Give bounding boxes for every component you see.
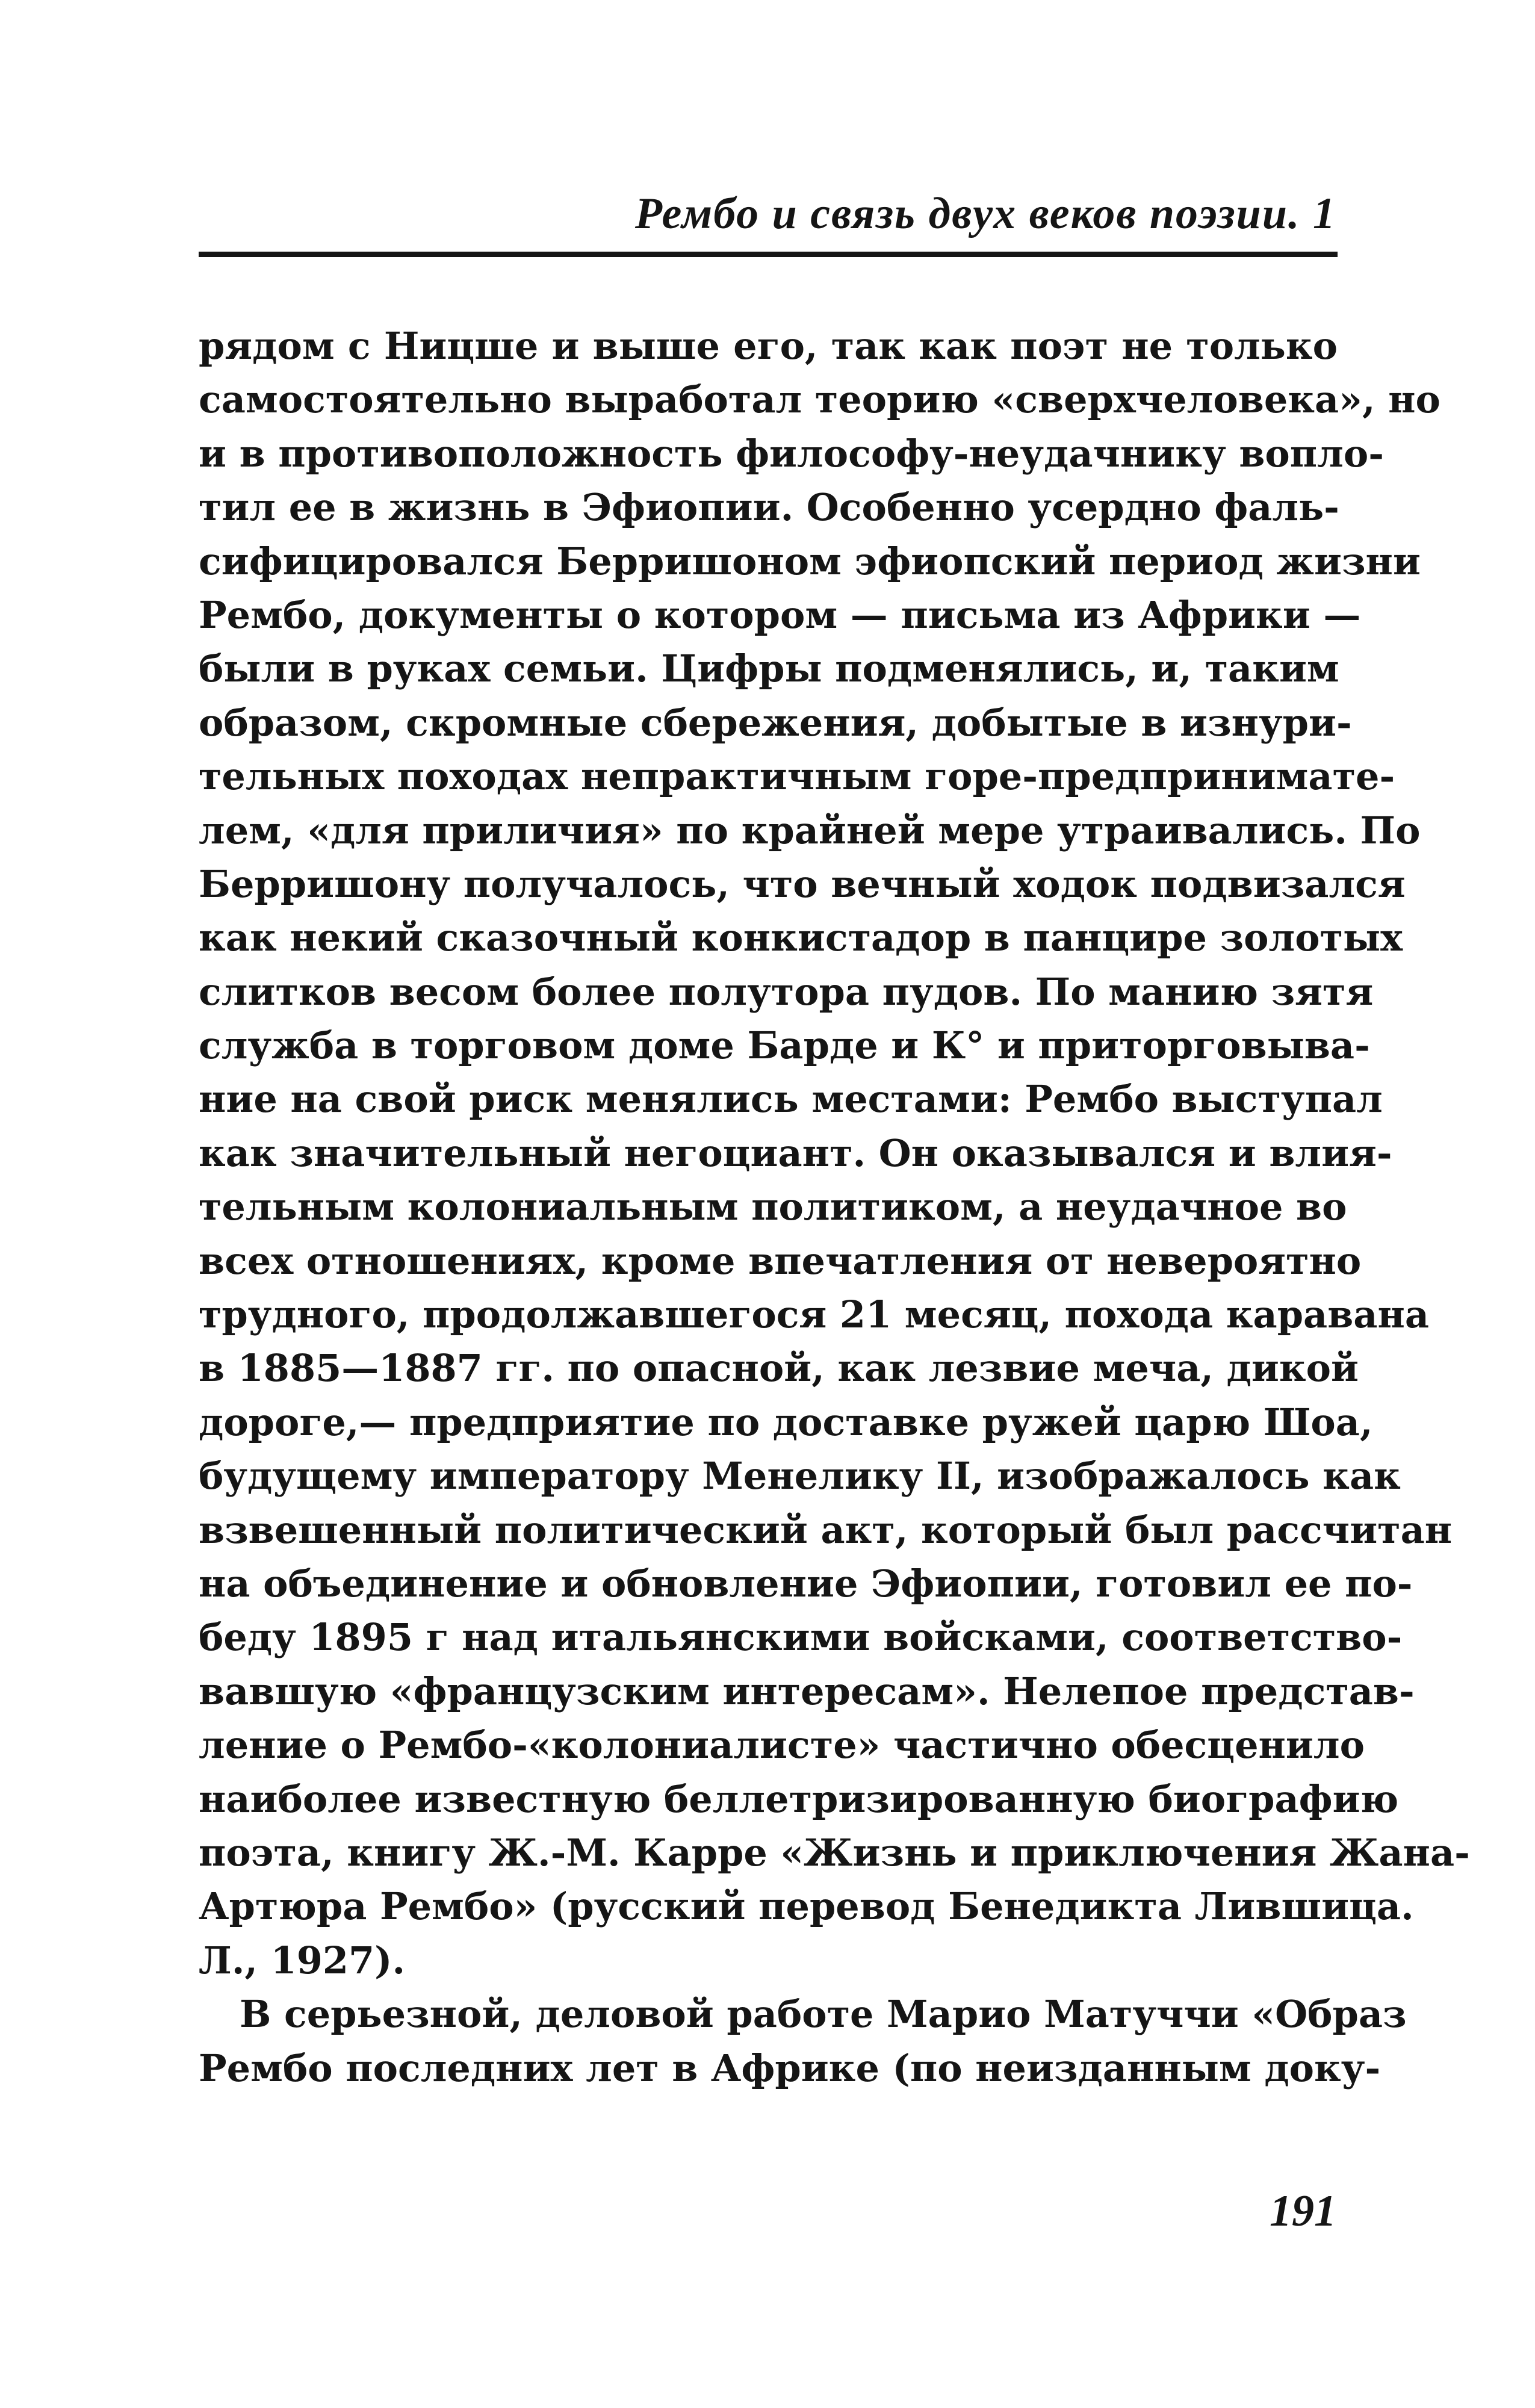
header-rule <box>199 252 1338 257</box>
text-line: Берришону получалось, что вечный ходок подвизался <box>199 861 1406 906</box>
text-line: дороге,— предприятие по доставке ружей царю Шоа, <box>199 1400 1373 1444</box>
text-line: будущему императору Менелику II, изображалось как <box>199 1454 1401 1498</box>
text-line: образом, скромные сбережения, добытые в изнури- <box>199 700 1352 745</box>
text-line: беду 1895 г над итальянскими войсками, соответство- <box>199 1615 1403 1660</box>
text-line: слитков весом более полутора пудов. По манию зятя <box>199 969 1374 1014</box>
text-line: наиболее известную беллетризированную биографию <box>199 1777 1399 1821</box>
text-line: В серьезной, деловой работе Марио Матуччи «Образ <box>240 1992 1407 2037</box>
running-head: Рембо и связь двух веков поэзии. 1 <box>634 189 1336 238</box>
text-line: рядом с Ницше и выше его, так как поэт не только <box>199 324 1338 368</box>
text-line: были в руках семьи. Цифры подменялись, и, таким <box>199 647 1339 691</box>
text-line: Артюра Рембо» (русский перевод Бенедикта Лившица. <box>199 1884 1414 1929</box>
text-line: вавшую «французским интересам». Нелепое представ- <box>199 1669 1415 1713</box>
text-line: как некий сказочный конкистадор в панцире золотых <box>199 916 1403 960</box>
text-line: взвешенный политический акт, который был рассчитан <box>199 1507 1453 1552</box>
paragraph <box>199 319 1470 1987</box>
text-line: тельным колониальным политиком, а неудачное во <box>199 1185 1347 1229</box>
text-line: Рембо, документы о котором — письма из Африки — <box>199 592 1361 637</box>
text-line: лем, «для приличия» по крайней мере утраивались. По <box>199 808 1421 852</box>
text-line: на объединение и обновление Эфиопии, готовил ее по- <box>199 1561 1413 1606</box>
body-text <box>199 319 1470 2095</box>
text-line: всех отношениях, кроме впечатления от невероятно <box>199 1238 1362 1283</box>
text-line: Л., 1927). <box>199 1938 406 1982</box>
text-line: тил ее в жизнь в Эфиопии. Особенно усердно фаль- <box>199 485 1339 530</box>
text-line: в 1885—1887 гг. по опасной, как лезвие меча, дикой <box>199 1346 1359 1391</box>
text-line: служба в торговом доме Барде и К° и приторговыва- <box>199 1023 1370 1068</box>
text-line: как значительный негоциант. Он оказывался и влия- <box>199 1131 1392 1175</box>
text-line: тельных походах непрактичным горе-предпринимате- <box>199 754 1395 799</box>
text-line: ние на свой риск менялись местами: Рембо выступал <box>199 1077 1383 1122</box>
text-line: поэта, книгу Ж.-М. Карре «Жизнь и приключения Жана- <box>199 1830 1470 1875</box>
text-line: Рембо последних лет в Африке (по неизданным доку- <box>199 2046 1381 2090</box>
text-line: самостоятельно выработал теорию «сверхчеловека», но <box>199 377 1440 422</box>
text-line: сифицировался Берришоном эфиопский период жизни <box>199 539 1421 583</box>
text-line: ление о Рембо-«колониалисте» частично обесценило <box>199 1723 1365 1767</box>
page-number: 191 <box>1270 2186 1336 2236</box>
text-line: и в противоположность философу-неудачнику вопло- <box>199 431 1384 476</box>
text-line: трудного, продолжавшегося 21 месяц, похода каравана <box>199 1292 1430 1337</box>
paragraph <box>199 1987 1407 2095</box>
